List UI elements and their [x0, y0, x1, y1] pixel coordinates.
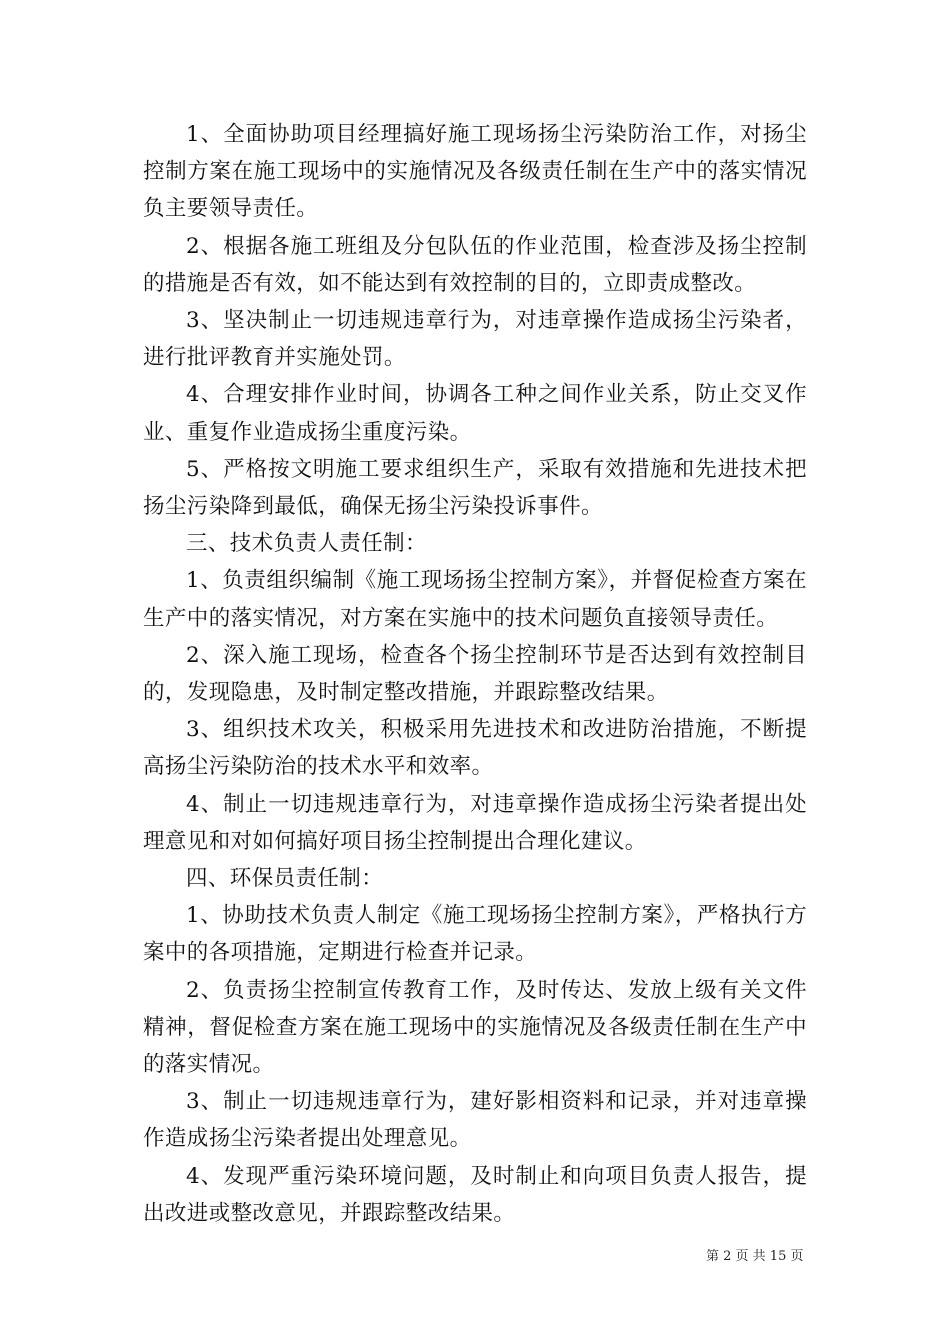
- paragraph-15: 4、发现严重污染环境问题，及时制止和向项目负责人报告，提出改进或整改意见，并跟踪整改结果。: [143, 1163, 807, 1226]
- paragraph-10: 4、制止一切违规违章行为，对违章操作造成扬尘污染者提出处理意见和对如何搞好项目扬尘控制提出合理化建议。: [143, 791, 807, 854]
- paragraph-12: 1、协助技术负责人制定《施工现场扬尘控制方案》，严格执行方案中的各项措施，定期进行检查并记录。: [143, 903, 807, 966]
- paragraph-7: 1、负责组织编制《施工现场扬尘控制方案》，并督促检查方案在生产中的落实情况，对方案在实施中的技术问题负直接领导责任。: [143, 568, 807, 631]
- paragraph-3: 3、坚决制止一切违规违章行为，对违章操作造成扬尘污染者，进行批评教育并实施处罚。: [143, 308, 807, 371]
- section-heading-technical-lead: 三、技术负责人责任制：: [186, 531, 427, 557]
- paragraph-13: 2、负责扬尘控制宣传教育工作，及时传达、发放上级有关文件精神，督促检查方案在施工现场中的实施情况及各级责任制在生产中的落实情况。: [143, 977, 807, 1078]
- paragraph-8: 2、深入施工现场，检查各个扬尘控制环节是否达到有效控制目的，发现隐患，及时制定整改措施，并跟踪整改结果。: [143, 642, 807, 706]
- paragraph-9: 3、组织技术攻关，积极采用先进技术和改进防治措施，不断提高扬尘污染防治的技术水平和效率。: [143, 717, 807, 780]
- paragraph-5: 5、严格按文明施工要求组织生产，采取有效措施和先进技术把扬尘污染降到最低，确保无扬尘污染投诉事件。: [143, 456, 807, 520]
- page-number: 第 2 页 共 15 页: [706, 1249, 804, 1264]
- paragraph-2: 2、根据各施工班组及分包队伍的作业范围，检查涉及扬尘控制的措施是否有效，如不能达到有效控制的目的，立即责成整改。: [143, 233, 807, 296]
- paragraph-1: 1、全面协助项目经理搞好施工现场扬尘污染防治工作，对扬尘控制方案在施工现场中的实施情况及各级责任制在生产中的落实情况负主要领导责任。: [143, 122, 807, 222]
- paragraph-14: 3、制止一切违规违章行为，建好影相资料和记录，并对违章操作造成扬尘污染者提出处理意见。: [143, 1089, 807, 1152]
- section-heading-environmental-officer: 四、环保员责任制：: [186, 866, 384, 892]
- paragraph-4: 4、合理安排作业时间，协调各工种之间作业关系，防止交叉作业、重复作业造成扬尘重度污染。: [143, 382, 807, 445]
- document-body: [143, 116, 807, 1232]
